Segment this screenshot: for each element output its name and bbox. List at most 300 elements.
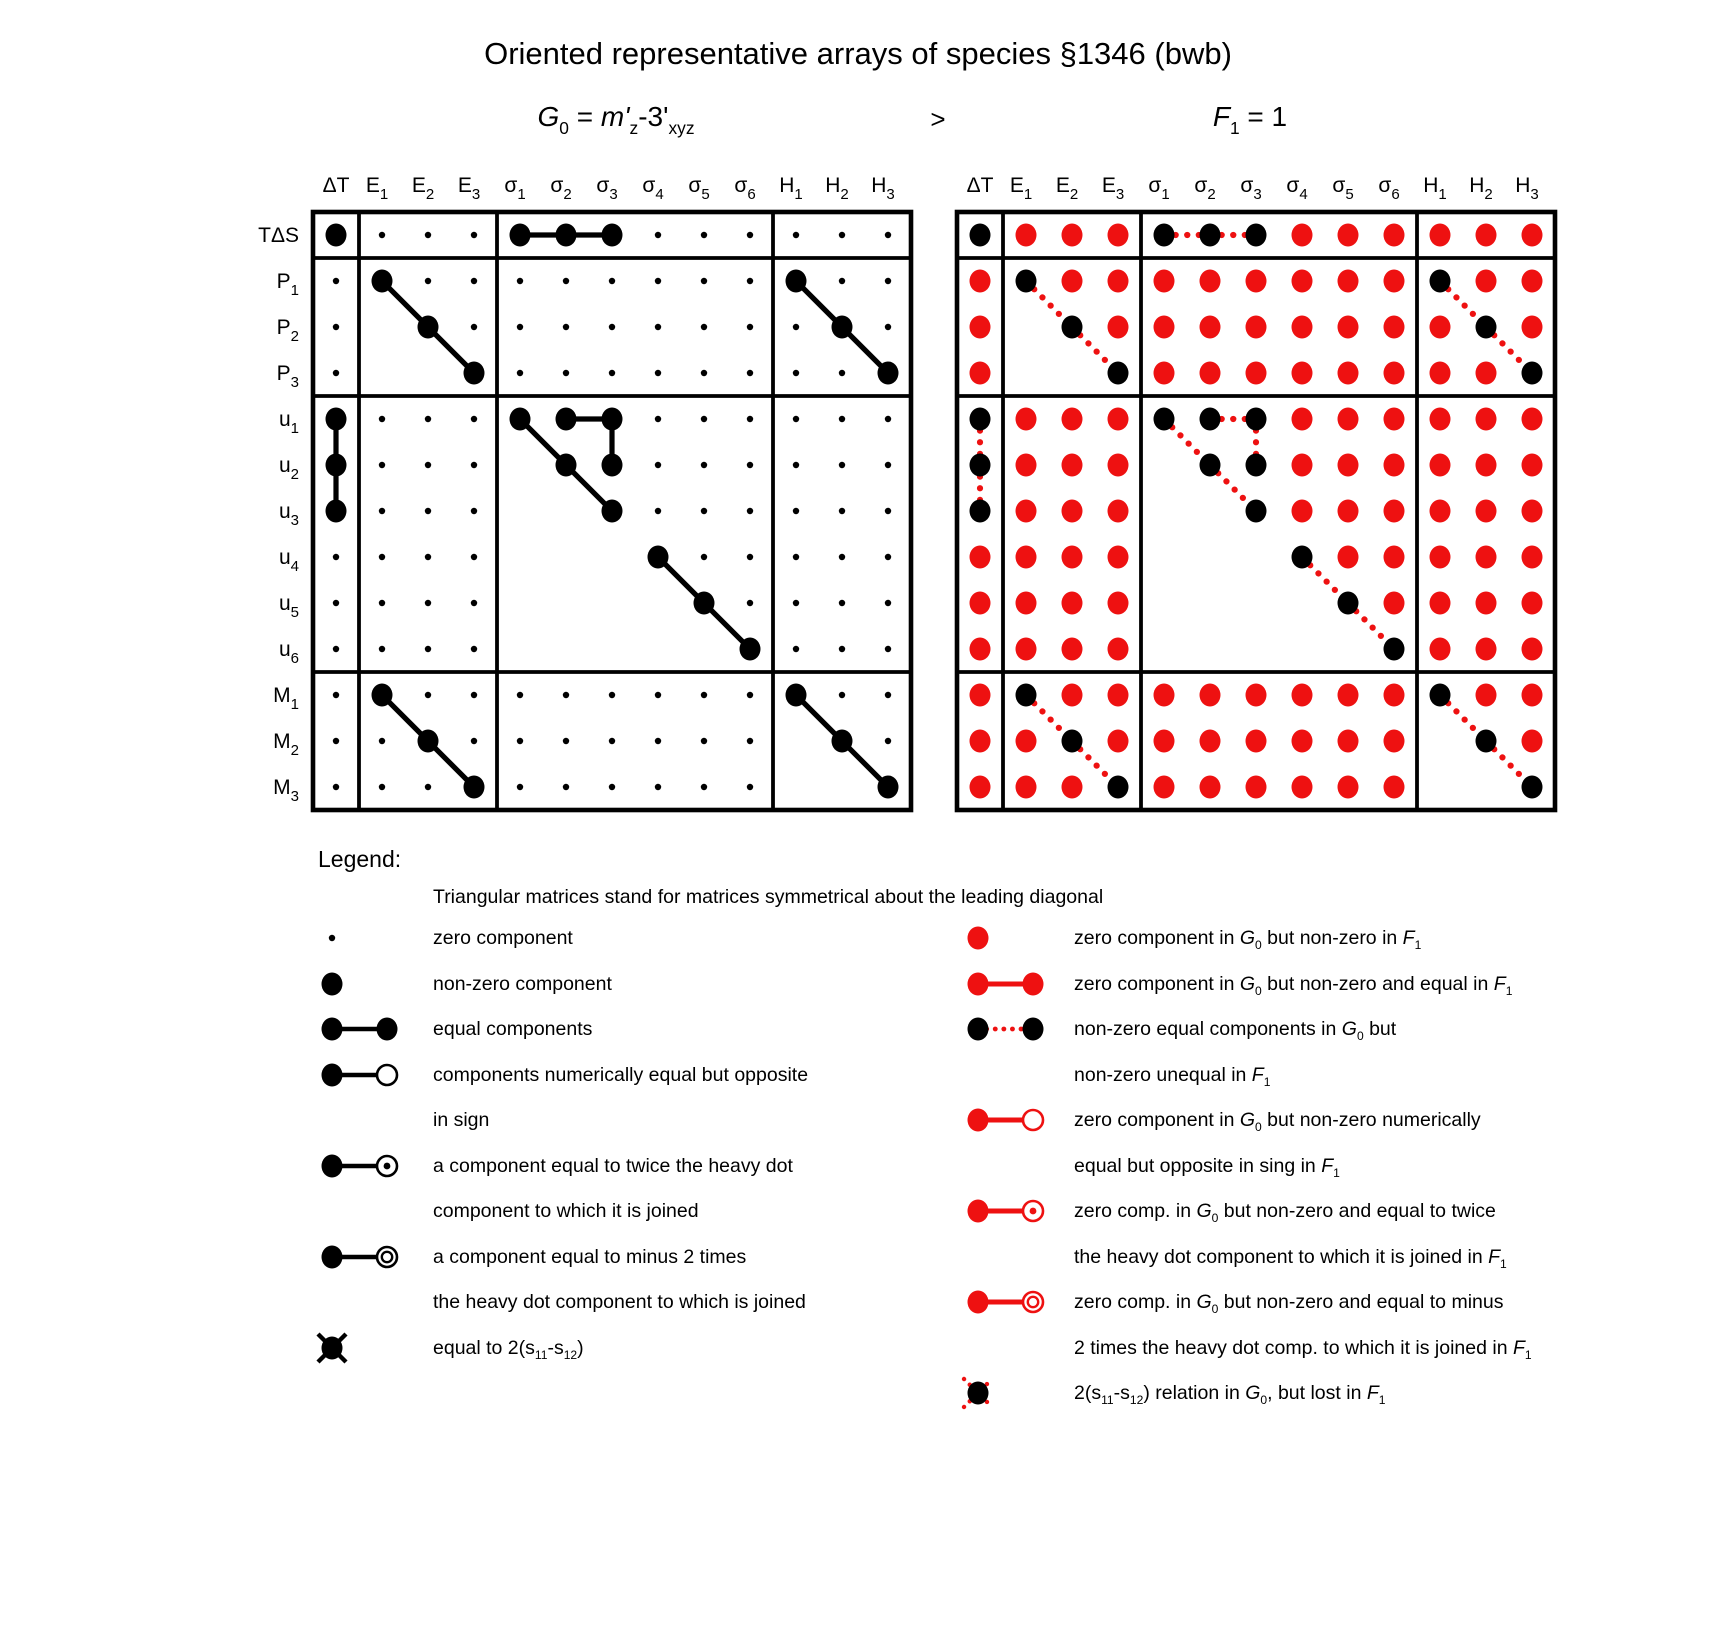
- red-pair-opposite-symbol: [958, 1102, 1058, 1138]
- matrix-dot-zero: [471, 232, 477, 238]
- matrix-dot-heavy: [786, 270, 807, 293]
- matrix-dot-heavy: [464, 776, 485, 799]
- matrix-dot-heavy: [970, 500, 991, 523]
- legend-heading: Legend:: [318, 846, 402, 872]
- matrix-dot-red: [1384, 776, 1405, 799]
- matrix-dot-red: [1292, 684, 1313, 707]
- matrix-dot-heavy: [1522, 776, 1543, 799]
- matrix-dot-heavy: [372, 270, 393, 293]
- matrix-dot-zero: [655, 370, 661, 376]
- col-label: $H_1$: [1423, 174, 1447, 203]
- matrix-dot-red: [1108, 638, 1129, 661]
- row-label: $M_1$: [273, 684, 299, 713]
- crossed-lost-symbol: [958, 1375, 1058, 1411]
- matrix-dot-red: [1200, 684, 1221, 707]
- red-pair-minus2-symbol: [958, 1284, 1058, 1320]
- matrix-dot-red: [1292, 500, 1313, 523]
- matrix-dot-zero: [655, 692, 661, 698]
- matrix-dot-heavy: [510, 224, 531, 247]
- matrix-dot-heavy: [1154, 224, 1175, 247]
- legend-text-line: zero component in $G_0$ but non-zero and equal in $F_1$: [1074, 972, 1513, 998]
- matrix-dot-zero: [425, 692, 431, 698]
- matrix-dot-red: [1108, 408, 1129, 431]
- matrix-dot-red: [1384, 684, 1405, 707]
- matrix-dot-zero: [563, 324, 569, 330]
- matrix-dot-heavy: [1292, 546, 1313, 569]
- matrix-dot-zero: [379, 646, 385, 652]
- matrix-dot-zero: [517, 692, 523, 698]
- matrix-dot-red: [970, 776, 991, 799]
- matrix-dot-red: [1292, 362, 1313, 385]
- matrix-dot-zero: [517, 370, 523, 376]
- matrix-dot-red: [970, 362, 991, 385]
- matrix-dot-zero: [655, 738, 661, 744]
- matrix-dot-zero: [609, 784, 615, 790]
- legend-text-line: equal components: [433, 1018, 593, 1040]
- matrix-dot-red: [1338, 776, 1359, 799]
- matrix-dot-zero: [379, 738, 385, 744]
- col-label: $\sigma_3$: [1240, 174, 1262, 203]
- matrix-dot-zero: [839, 462, 845, 468]
- matrix-dot-red: [970, 270, 991, 293]
- col-label: $\sigma_3$: [596, 174, 618, 203]
- matrix-dot-red: [1062, 270, 1083, 293]
- matrix-dot-heavy: [694, 592, 715, 615]
- matrix-dot-zero: [655, 324, 661, 330]
- matrix-dot-zero: [517, 738, 523, 744]
- matrix-dot-heavy: [1062, 730, 1083, 753]
- matrix-dot-zero: [379, 416, 385, 422]
- row-label: $u_2$: [278, 454, 299, 483]
- matrix-dot-red: [1016, 500, 1037, 523]
- matrix-dot-red: [1016, 592, 1037, 615]
- matrix-dot-red: [1108, 316, 1129, 339]
- matrix-dot-red: [1338, 454, 1359, 477]
- matrix-dot-heavy: [326, 224, 347, 247]
- matrix-dot-heavy: [1384, 638, 1405, 661]
- matrix-dot-heavy: [372, 684, 393, 707]
- matrix-dot-zero: [425, 416, 431, 422]
- col-label: $\sigma_4$: [642, 174, 664, 203]
- matrix-dot-heavy: [556, 454, 577, 477]
- legend-text-line: zero comp. in $G_0$ but non-zero and equal to minus: [1074, 1291, 1504, 1317]
- matrix-dot-red: [1384, 730, 1405, 753]
- pair-opposite-symbol: [312, 1057, 412, 1093]
- matrix-dot-zero: [333, 646, 339, 652]
- matrix-dot-zero: [793, 416, 799, 422]
- col-label: $E_3$: [1101, 174, 1125, 203]
- matrix-dot-zero: [655, 462, 661, 468]
- matrix-dot-red: [1062, 592, 1083, 615]
- matrix-dot-red: [1384, 270, 1405, 293]
- matrix-dot-red: [1200, 270, 1221, 293]
- matrix-dot-zero: [425, 508, 431, 514]
- matrix-dot-heavy: [464, 362, 485, 385]
- matrix-dot-heavy: [418, 730, 439, 753]
- matrix-dot-red: [1522, 684, 1543, 707]
- black-pair-dotted-symbol: [958, 1011, 1058, 1047]
- matrix-dot-red: [1016, 454, 1037, 477]
- matrix-dot-red: [1154, 684, 1175, 707]
- matrix-dot-heavy: [1016, 684, 1037, 707]
- matrix-dot-zero: [839, 232, 845, 238]
- matrix-dot-red: [1200, 776, 1221, 799]
- matrix-dot-heavy: [970, 454, 991, 477]
- formula-f1: $F_1 = 1$: [1212, 101, 1288, 138]
- dot-heavy-symbol: [312, 966, 412, 1002]
- matrix-dot-red: [970, 684, 991, 707]
- matrix-dot-red: [1522, 316, 1543, 339]
- matrix-dot-heavy: [510, 408, 531, 431]
- matrix-dot-red: [1292, 454, 1313, 477]
- row-label: $P_3$: [276, 362, 299, 391]
- matrix-dot-zero: [701, 278, 707, 284]
- matrix-dot-red: [970, 316, 991, 339]
- matrix-dot-zero: [701, 370, 707, 376]
- matrix-dot-red: [1384, 546, 1405, 569]
- col-label: $\sigma_6$: [734, 174, 756, 203]
- matrix-dot-heavy: [418, 316, 439, 339]
- matrix-dot-heavy: [602, 500, 623, 523]
- legend-text-line: zero component: [433, 927, 573, 949]
- legend-text-line: 2 times the heavy dot comp. to which it is joined in $F_1$: [1074, 1336, 1532, 1362]
- matrix-dot-red: [1384, 316, 1405, 339]
- matrix-dot-zero: [747, 324, 753, 330]
- matrix-dot-red: [1430, 408, 1451, 431]
- matrix-dot-heavy: [970, 224, 991, 247]
- matrix-dot-zero: [333, 738, 339, 744]
- matrix-dot-zero: [701, 738, 707, 744]
- matrix-dot-red: [1476, 270, 1497, 293]
- matrix-dot-zero: [701, 554, 707, 560]
- matrix-dot-red: [1476, 224, 1497, 247]
- matrix-dot-red: [1062, 684, 1083, 707]
- matrix-dot-red: [1292, 316, 1313, 339]
- matrix-dot-zero: [701, 232, 707, 238]
- pair-twice-symbol: [312, 1148, 412, 1184]
- matrix-dot-red: [1522, 454, 1543, 477]
- matrix-dot-zero: [793, 232, 799, 238]
- matrix-dot-red: [1430, 638, 1451, 661]
- matrix-dot-red: [1338, 362, 1359, 385]
- col-label: $E_3$: [457, 174, 481, 203]
- matrix-dot-zero: [333, 554, 339, 560]
- matrix-dot-heavy: [326, 408, 347, 431]
- matrix-dot-red: [1200, 730, 1221, 753]
- matrix-dot-red: [1338, 270, 1359, 293]
- matrix-dot-red: [1476, 500, 1497, 523]
- matrix-dot-red: [1108, 500, 1129, 523]
- matrix-dot-red: [1430, 362, 1451, 385]
- matrix-dot-zero: [839, 508, 845, 514]
- matrix-dot-red: [1430, 592, 1451, 615]
- matrix-dot-heavy: [1246, 224, 1267, 247]
- matrix-dot-heavy: [1154, 408, 1175, 431]
- matrix-dot-zero: [747, 370, 753, 376]
- matrix-dot-zero: [563, 784, 569, 790]
- matrix-dot-zero: [563, 738, 569, 744]
- row-label: $M_3$: [273, 776, 299, 805]
- matrix-dot-zero: [333, 324, 339, 330]
- row-label: $u_4$: [278, 546, 299, 575]
- matrix-dot-zero: [839, 646, 845, 652]
- row-label: $u_6$: [278, 638, 299, 667]
- matrix-dot-zero: [379, 784, 385, 790]
- col-label: $\sigma_1$: [1148, 174, 1170, 203]
- matrix-dot-zero: [793, 554, 799, 560]
- matrix-dot-zero: [471, 462, 477, 468]
- comparator: >: [930, 104, 946, 134]
- row-label: $P_2$: [276, 316, 299, 345]
- col-label: $E_2$: [411, 174, 435, 203]
- matrix-dot-zero: [517, 784, 523, 790]
- col-label: $\sigma_1$: [504, 174, 526, 203]
- matrix-dot-red: [970, 638, 991, 661]
- matrix-dot-zero: [609, 278, 615, 284]
- legend-note: Triangular matrices stand for matrices symmetrical about the leading diagonal: [433, 886, 1104, 908]
- matrix-dot-zero: [747, 508, 753, 514]
- matrix-dot-zero: [379, 232, 385, 238]
- matrix-dot-heavy: [1338, 592, 1359, 615]
- matrix-dot-zero: [609, 324, 615, 330]
- matrix-dot-zero: [839, 600, 845, 606]
- matrix-dot-heavy: [1108, 776, 1129, 799]
- matrix-dot-zero: [379, 554, 385, 560]
- matrix-dot-red: [970, 546, 991, 569]
- matrix-dot-heavy: [1016, 270, 1037, 293]
- legend-text-line: component to which it is joined: [433, 1200, 699, 1222]
- matrix-dot-red: [1476, 546, 1497, 569]
- matrix-dot-zero: [333, 370, 339, 376]
- red-pair-twice-symbol: [958, 1193, 1058, 1229]
- red-dot-symbol: [958, 920, 1058, 956]
- legend-text-line: a component equal to minus 2 times: [433, 1245, 747, 1268]
- pair-minus2-symbol: [312, 1239, 412, 1275]
- row-label: $u_1$: [278, 408, 299, 437]
- matrix-dot-red: [1062, 454, 1083, 477]
- matrix-dot-red: [1108, 454, 1129, 477]
- matrix-f1: [884, 145, 1561, 816]
- matrix-dot-heavy: [1200, 454, 1221, 477]
- col-label: $E_1$: [365, 174, 389, 203]
- matrix-dot-red: [1522, 408, 1543, 431]
- col-label: $E_1$: [1009, 174, 1033, 203]
- matrix-dot-red: [1430, 500, 1451, 523]
- matrix-dot-zero: [793, 370, 799, 376]
- matrix-dot-red: [1016, 408, 1037, 431]
- matrix-dot-red: [1200, 362, 1221, 385]
- matrix-F1-svg: [884, 145, 1561, 816]
- legend-text-line: non-zero equal components in $G_0$ but: [1074, 1018, 1397, 1044]
- matrix-dot-red: [1154, 776, 1175, 799]
- matrix-dot-red: [1108, 684, 1129, 707]
- row-labels: [258, 224, 299, 805]
- matrix-dot-heavy: [970, 408, 991, 431]
- matrix-dot-red: [1108, 592, 1129, 615]
- matrix-dot-zero: [747, 692, 753, 698]
- matrix-dot-red: [1292, 408, 1313, 431]
- matrix-dot-red: [970, 730, 991, 753]
- legend-text-line: zero component in $G_0$ but non-zero in $F_1$: [1074, 927, 1422, 953]
- legend-text-line: equal to $2(s_{11}-s_{12})$: [433, 1336, 584, 1362]
- formula-g0: $G_0 = m'_z-3'_{xyz}$: [537, 101, 695, 138]
- matrix-dot-red: [1062, 224, 1083, 247]
- matrix-dot-zero: [839, 370, 845, 376]
- legend-text-line: a component equal to twice the heavy dot: [433, 1154, 793, 1177]
- matrix-dot-red: [1384, 224, 1405, 247]
- dot-crossed-symbol: [312, 1330, 412, 1366]
- matrix-dot-red: [970, 592, 991, 615]
- matrix-G0-svg: [240, 145, 917, 816]
- matrix-dot-heavy: [602, 408, 623, 431]
- row-label: $u_5$: [278, 592, 299, 621]
- legend-text-line: non-zero component: [433, 972, 612, 995]
- matrix-dot-red: [1292, 730, 1313, 753]
- matrix-dot-red: [1476, 454, 1497, 477]
- matrix-dot-red: [1108, 270, 1129, 293]
- legend-text-line: equal but opposite in sing in $F_1$: [1074, 1154, 1340, 1180]
- matrix-dot-zero: [517, 278, 523, 284]
- matrix-dot-heavy: [602, 454, 623, 477]
- matrix-dot-zero: [747, 278, 753, 284]
- matrix-dot-zero: [471, 646, 477, 652]
- matrix-dot-zero: [747, 554, 753, 560]
- matrix-dot-red: [1292, 270, 1313, 293]
- matrix-dot-zero: [747, 232, 753, 238]
- matrix-dot-heavy: [1108, 362, 1129, 385]
- matrix-dot-zero: [333, 600, 339, 606]
- matrix-dot-zero: [609, 370, 615, 376]
- matrix-dot-zero: [563, 692, 569, 698]
- matrix-dot-red: [1430, 316, 1451, 339]
- legend-text-line: $2(s_{11}-s_{12})$ relation in $G_0$, but lost in $F_1$: [1074, 1382, 1386, 1408]
- matrix-dot-red: [1522, 592, 1543, 615]
- matrix-dot-zero: [701, 692, 707, 698]
- matrix-dot-red: [1338, 730, 1359, 753]
- matrix-dot-heavy: [602, 224, 623, 247]
- matrix-dot-zero: [793, 508, 799, 514]
- matrix-dot-red: [1292, 224, 1313, 247]
- matrix-dot-red: [1384, 592, 1405, 615]
- col-label: $\sigma_6$: [1378, 174, 1400, 203]
- matrix-dot-red: [1522, 270, 1543, 293]
- matrix-dot-heavy: [1200, 408, 1221, 431]
- matrix-dot-zero: [655, 784, 661, 790]
- matrix-dot-zero: [471, 278, 477, 284]
- matrix-dot-red: [1292, 776, 1313, 799]
- legend-text-line: zero comp. in $G_0$ but non-zero and equal to twice: [1074, 1200, 1496, 1226]
- matrix-dot-red: [1154, 270, 1175, 293]
- matrix-dot-zero: [425, 278, 431, 284]
- matrix-dot-zero: [379, 508, 385, 514]
- matrix-dot-zero: [793, 646, 799, 652]
- page-title: Oriented representative arrays of species §1346 (bwb): [484, 36, 1232, 71]
- matrix-dot-zero: [471, 416, 477, 422]
- col-label: ΔT: [966, 174, 994, 197]
- matrix-dot-zero: [747, 600, 753, 606]
- matrix-dot-red: [1476, 408, 1497, 431]
- matrix-dot-heavy: [832, 730, 853, 753]
- matrix-dot-zero: [425, 646, 431, 652]
- matrix-dot-heavy: [648, 546, 669, 569]
- matrix-dot-heavy: [1430, 684, 1451, 707]
- matrix-dot-red: [1338, 408, 1359, 431]
- col-label: $\sigma_5$: [1332, 174, 1354, 203]
- matrix-dot-heavy: [326, 454, 347, 477]
- col-label: $\sigma_2$: [550, 174, 572, 203]
- matrix-dot-zero: [793, 324, 799, 330]
- legend-text-line: in sign: [433, 1109, 490, 1131]
- matrix-dot-red: [1522, 224, 1543, 247]
- dot-zero-symbol: [312, 920, 412, 956]
- matrix-dot-zero: [701, 462, 707, 468]
- col-label: $H_2$: [1469, 174, 1493, 203]
- matrix-dot-red: [1522, 500, 1543, 523]
- pair-equal-symbol: [312, 1011, 412, 1047]
- matrix-dot-red: [1246, 362, 1267, 385]
- matrix-dot-red: [1338, 684, 1359, 707]
- matrix-dot-zero: [333, 692, 339, 698]
- matrix-dot-zero: [425, 784, 431, 790]
- matrix-dot-red: [1062, 408, 1083, 431]
- matrix-dot-zero: [379, 462, 385, 468]
- matrix-dot-zero: [747, 462, 753, 468]
- matrix-dot-heavy: [740, 638, 761, 661]
- matrix-dot-red: [1154, 362, 1175, 385]
- matrix-dot-zero: [425, 232, 431, 238]
- legend-text-line: zero component in $G_0$ but non-zero numerically: [1074, 1109, 1481, 1135]
- matrix-dot-red: [1384, 362, 1405, 385]
- matrix-dot-red: [1338, 546, 1359, 569]
- col-label: ΔT: [322, 174, 350, 197]
- matrix-dot-red: [1522, 638, 1543, 661]
- matrix-dot-heavy: [1200, 224, 1221, 247]
- matrix-dot-zero: [701, 508, 707, 514]
- matrix-dot-red: [1338, 500, 1359, 523]
- matrix-dot-red: [1476, 592, 1497, 615]
- matrix-dot-red: [1062, 546, 1083, 569]
- legend-text-line: non-zero unequal in $F_1$: [1074, 1063, 1271, 1089]
- matrix-dot-red: [1108, 224, 1129, 247]
- matrix-dot-red: [1522, 730, 1543, 753]
- matrix-dot-red: [1246, 684, 1267, 707]
- matrix-dot-zero: [839, 692, 845, 698]
- matrix-dot-heavy: [832, 316, 853, 339]
- matrix-dot-zero: [333, 784, 339, 790]
- matrix-dot-zero: [333, 278, 339, 284]
- matrix-dot-red: [1062, 776, 1083, 799]
- matrix-dot-zero: [471, 554, 477, 560]
- matrix-dot-zero: [793, 600, 799, 606]
- matrix-dot-zero: [701, 784, 707, 790]
- col-label: $H_3$: [1515, 174, 1539, 203]
- matrix-dot-zero: [655, 508, 661, 514]
- matrix-dot-zero: [563, 278, 569, 284]
- matrix-dot-zero: [471, 692, 477, 698]
- matrix-dot-zero: [425, 554, 431, 560]
- col-labels: [323, 174, 895, 203]
- matrix-dot-zero: [425, 462, 431, 468]
- col-labels: [967, 174, 1539, 203]
- matrix-dot-heavy: [556, 408, 577, 431]
- matrix-dot-zero: [839, 416, 845, 422]
- red-pair-equal-symbol: [958, 966, 1058, 1002]
- matrix-dot-red: [1430, 224, 1451, 247]
- matrix-dot-red: [1476, 362, 1497, 385]
- matrix-dot-zero: [655, 278, 661, 284]
- matrix-dot-red: [1384, 454, 1405, 477]
- matrix-dot-red: [1384, 500, 1405, 523]
